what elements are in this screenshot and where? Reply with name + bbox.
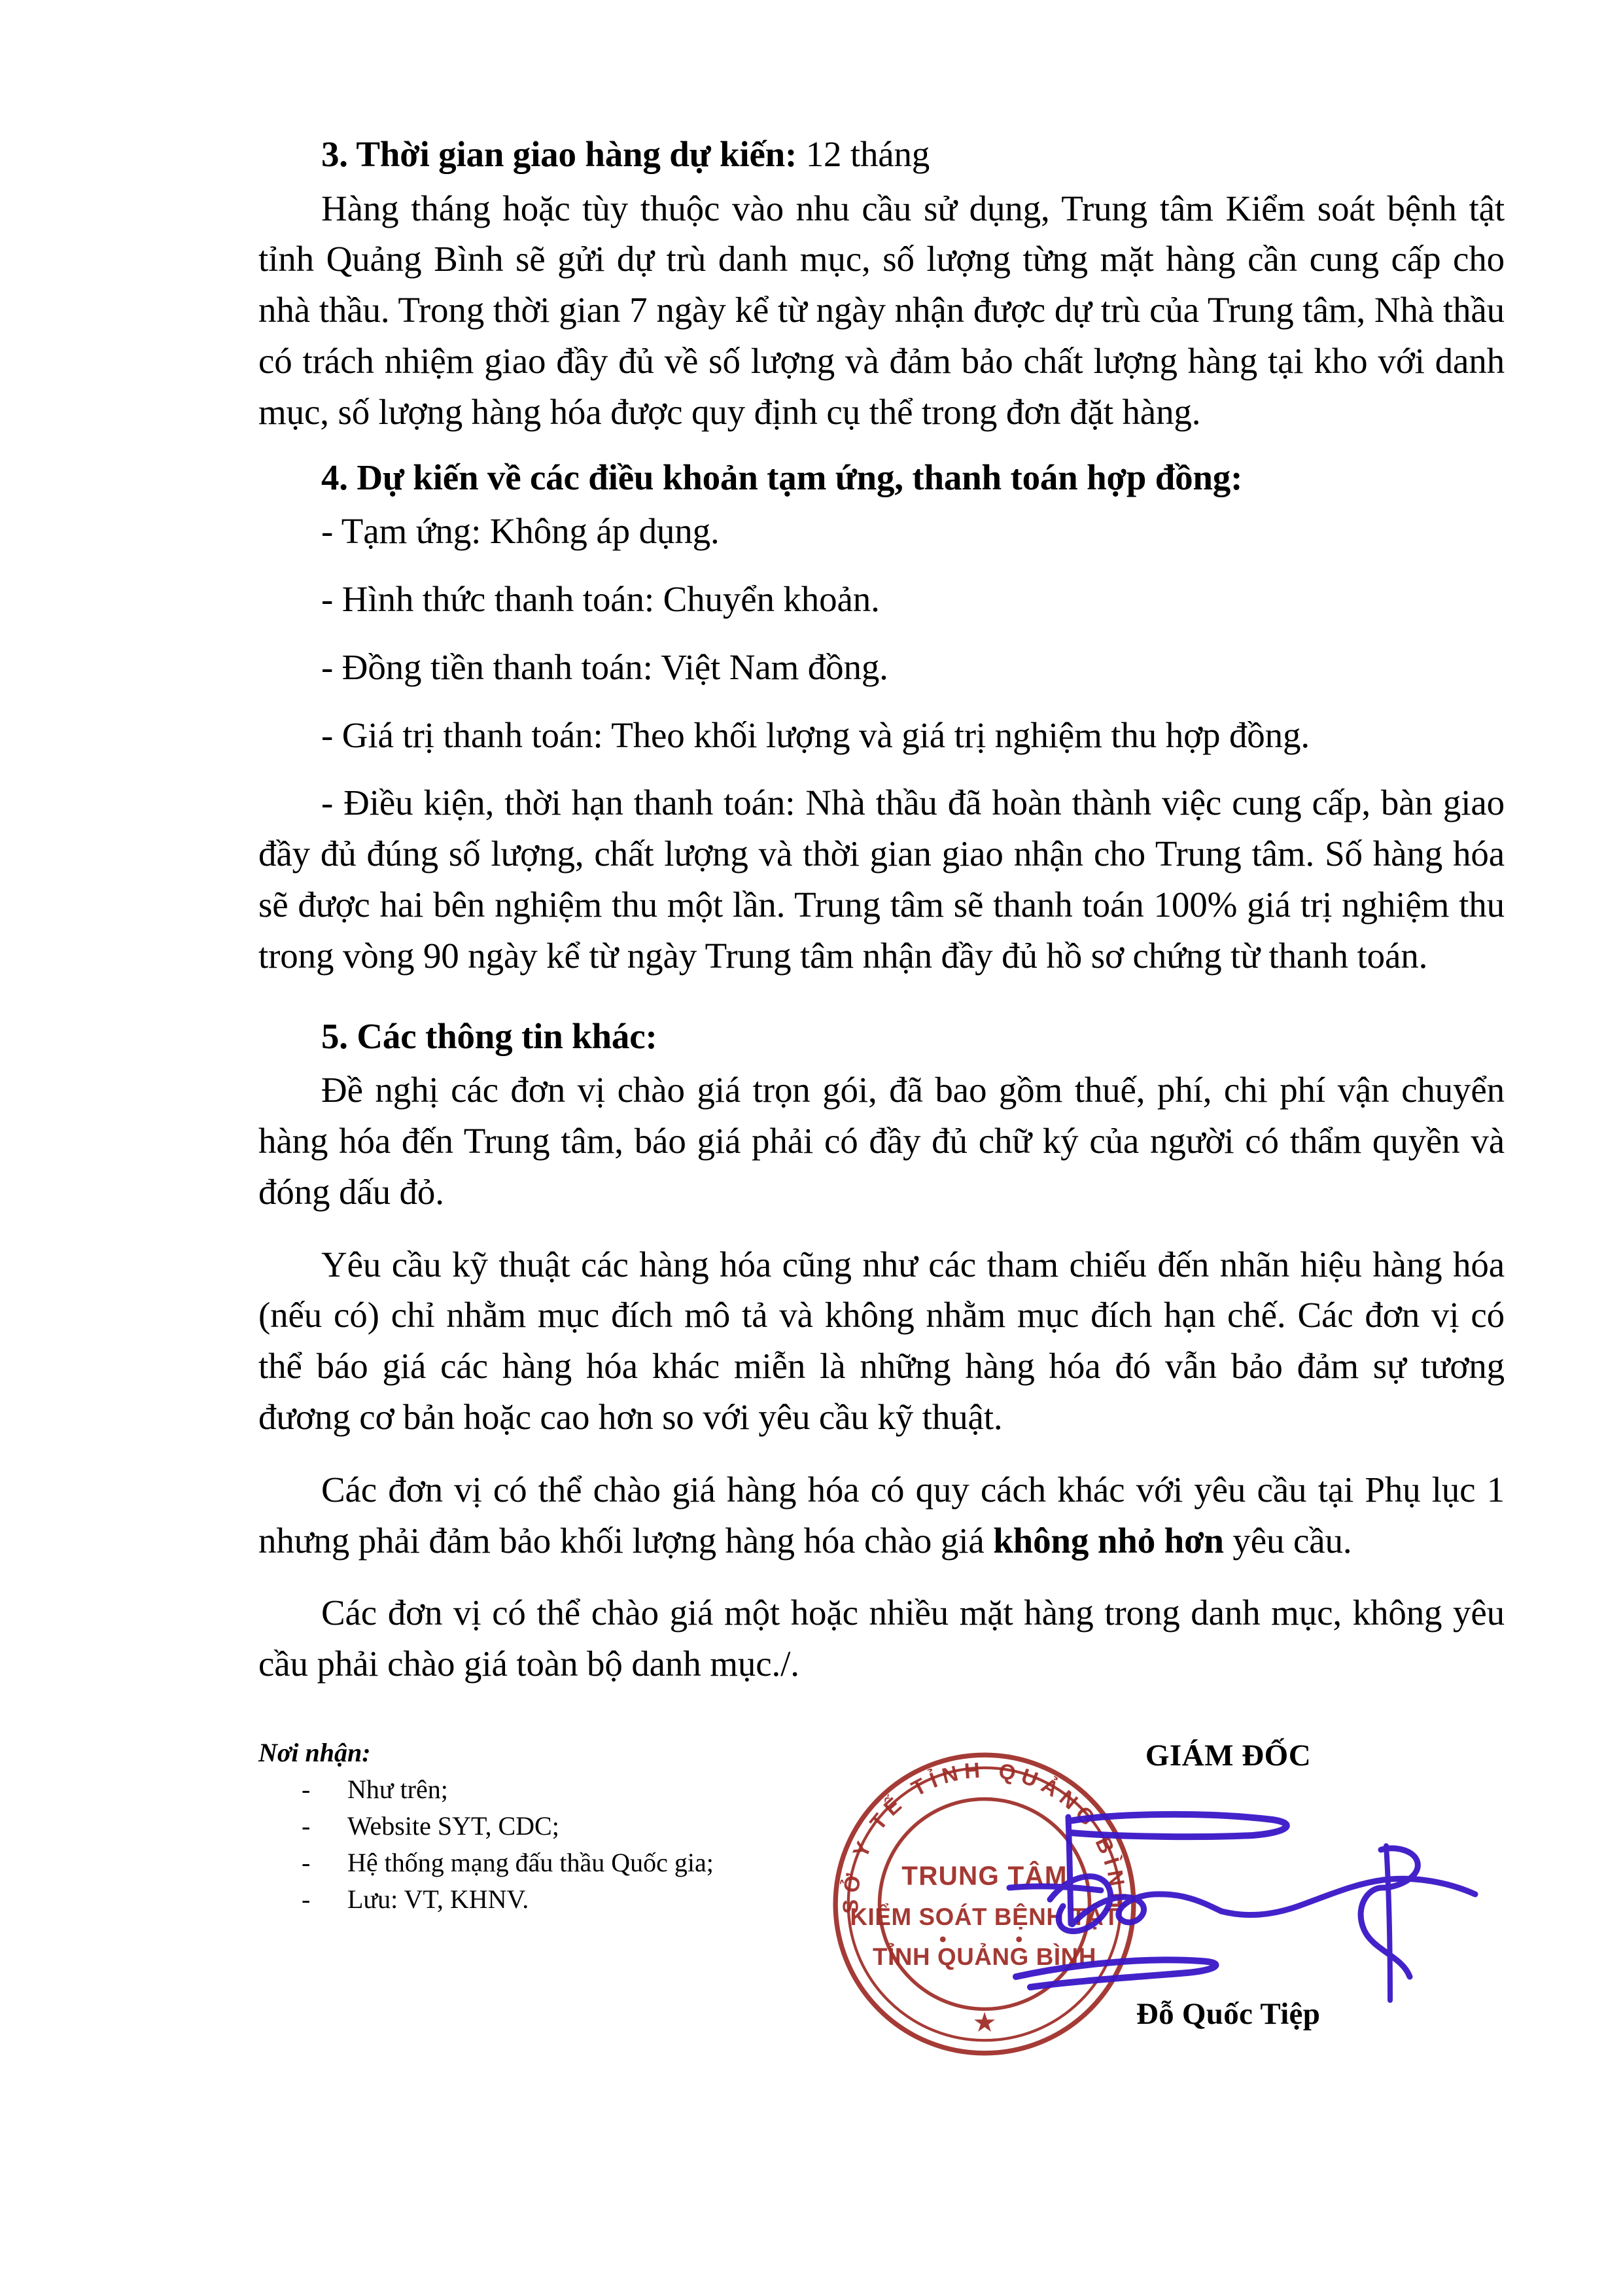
svg-text:TỈNH QUẢNG BÌNH: TỈNH QUẢNG BÌNH bbox=[873, 1943, 1096, 1971]
recipients-block bbox=[258, 1737, 873, 1918]
signature-name: Đỗ Quốc Tiệp bbox=[1136, 1997, 1321, 2031]
section-3-paragraph-1: Hàng tháng hoặc tùy thuộc vào nhu cầu sử dụng, Trung tâm Kiểm soát bệnh tật tỉnh Quảng Bình sẽ gửi dự trù danh mục, số lượng từng mặt hàng cần cung cấp cho nhà thầu. Trong thời gian 7 ngày kể từ ngày nhận được dự trù của Trung tâm, Nhà thầu có trách nhiệm giao đầy đủ về số lượng và đảm bảo chất lượng hàng tại kho với danh mục, số lượng hàng hóa được quy định cụ thể trong đơn đặt hàng. bbox=[258, 188, 1505, 432]
section-4-bullet-5: - Điều kiện, thời hạn thanh toán: Nhà thầu đã hoàn thành việc cung cấp, bàn giao đầy đủ đúng số lượng, chất lượng và thời gian giao nhận cho Trung tâm. Số hàng hóa sẽ được hai bên nghiệm thu một lần. Trung tâm sẽ thanh toán 100% giá trị nghiệm thu trong vòng 90 ngày kể từ ngày Trung tâm nhận đầy đủ hồ sơ chứng từ thanh toán. bbox=[258, 783, 1505, 976]
dash-marker: - bbox=[302, 1848, 311, 1877]
recipient-label: Lưu: VT, KHNV. bbox=[347, 1884, 529, 1914]
list-item bbox=[302, 1808, 873, 1845]
signature-title: GIÁM ĐỐC bbox=[1145, 1739, 1312, 1773]
section-4-heading bbox=[258, 454, 1505, 501]
document-footer bbox=[258, 1737, 1505, 2130]
list-item bbox=[302, 1845, 873, 1881]
svg-text:TRUNG TÂM: TRUNG TÂM bbox=[901, 1860, 1068, 1891]
recipient-label: Hệ thống mạng đấu thầu Quốc gia; bbox=[347, 1848, 714, 1877]
dash-marker: - bbox=[302, 1775, 311, 1804]
svg-text:SỞ Y TẾ TỈNH QUẢNG BÌNH: SỞ Y TẾ TỈNH QUẢNG BÌNH bbox=[839, 1757, 1130, 1914]
section-4-heading-bold: 4. Dự kiến về các điều khoản tạm ứng, thanh toán hợp đồng: bbox=[321, 457, 1243, 497]
list-item bbox=[302, 1881, 873, 1918]
recipients-list bbox=[258, 1771, 873, 1918]
section-4-bullet-3: - Đồng tiền thanh toán: Việt Nam đồng. bbox=[321, 646, 888, 687]
emphasis-paragraph-before: Các đơn vị có thể chào giá hàng hóa có quy cách khác với yêu cầu tại Phụ lục 1 nhưng phải đảm bảo khối lượng hàng hóa chào giá bbox=[258, 1469, 1505, 1561]
section-5-paragraph-4: Các đơn vị có thể chào giá một hoặc nhiều mặt hàng trong danh mục, không yêu cầu phải chào giá toàn bộ danh mục./. bbox=[258, 1593, 1505, 1684]
list-item bbox=[302, 1771, 873, 1808]
signature-block bbox=[839, 1737, 1505, 2036]
section-5-paragraph-2: Yêu cầu kỹ thuật các hàng hóa cũng như các tham chiếu đến nhãn hiệu hàng hóa (nếu có) chỉ nhằm mục đích mô tả và không nhằm mục đích hạn chế. Các đơn vị có thể báo giá các hàng hóa khác miễn là những hàng hóa đó vẫn bảo đảm sự tương đương cơ bản hoặc cao hơn so với yêu cầu kỹ thuật. bbox=[258, 1244, 1505, 1437]
handwritten-signature bbox=[991, 1790, 1501, 2005]
section-3-heading bbox=[258, 131, 1505, 178]
dash-marker: - bbox=[302, 1811, 311, 1841]
dash-marker: - bbox=[302, 1884, 311, 1914]
emphasis-paragraph-after: yêu cầu. bbox=[1223, 1520, 1352, 1561]
section-4-bullet-2: - Hình thức thanh toán: Chuyển khoản. bbox=[321, 578, 880, 619]
section-3-heading-rest: 12 tháng bbox=[797, 134, 930, 174]
recipient-label: Website SYT, CDC; bbox=[347, 1811, 559, 1841]
svg-text:★: ★ bbox=[973, 2009, 996, 2036]
section-5-heading bbox=[258, 1013, 1505, 1060]
recipients-title: Nơi nhận: bbox=[258, 1738, 371, 1767]
emphasis-phrase: không nhỏ hơn bbox=[993, 1520, 1224, 1561]
section-5-paragraph-3 bbox=[258, 1464, 1505, 1566]
recipient-label: Như trên; bbox=[347, 1775, 448, 1804]
svg-text:KIỂM SOÁT BỆNH TẬT: KIỂM SOÁT BỆNH TẬT bbox=[850, 1903, 1119, 1930]
section-5-paragraph-1: Đề nghị các đơn vị chào giá trọn gói, đã bao gồm thuế, phí, chi phí vận chuyển hàng hóa đến Trung tâm, báo giá phải có đầy đủ chữ ký của người có thẩm quyền và đóng dấu đỏ. bbox=[258, 1070, 1505, 1212]
section-5-heading-bold: 5. Các thông tin khác: bbox=[321, 1016, 657, 1056]
document-body bbox=[258, 131, 1505, 1691]
section-4-bullet-4: - Giá trị thanh toán: Theo khối lượng và giá trị nghiệm thu hợp đồng. bbox=[321, 715, 1310, 755]
section-3-heading-bold: 3. Thời gian giao hàng dự kiến: bbox=[321, 134, 797, 174]
section-4-bullet-1: - Tạm ứng: Không áp dụng. bbox=[321, 511, 720, 552]
